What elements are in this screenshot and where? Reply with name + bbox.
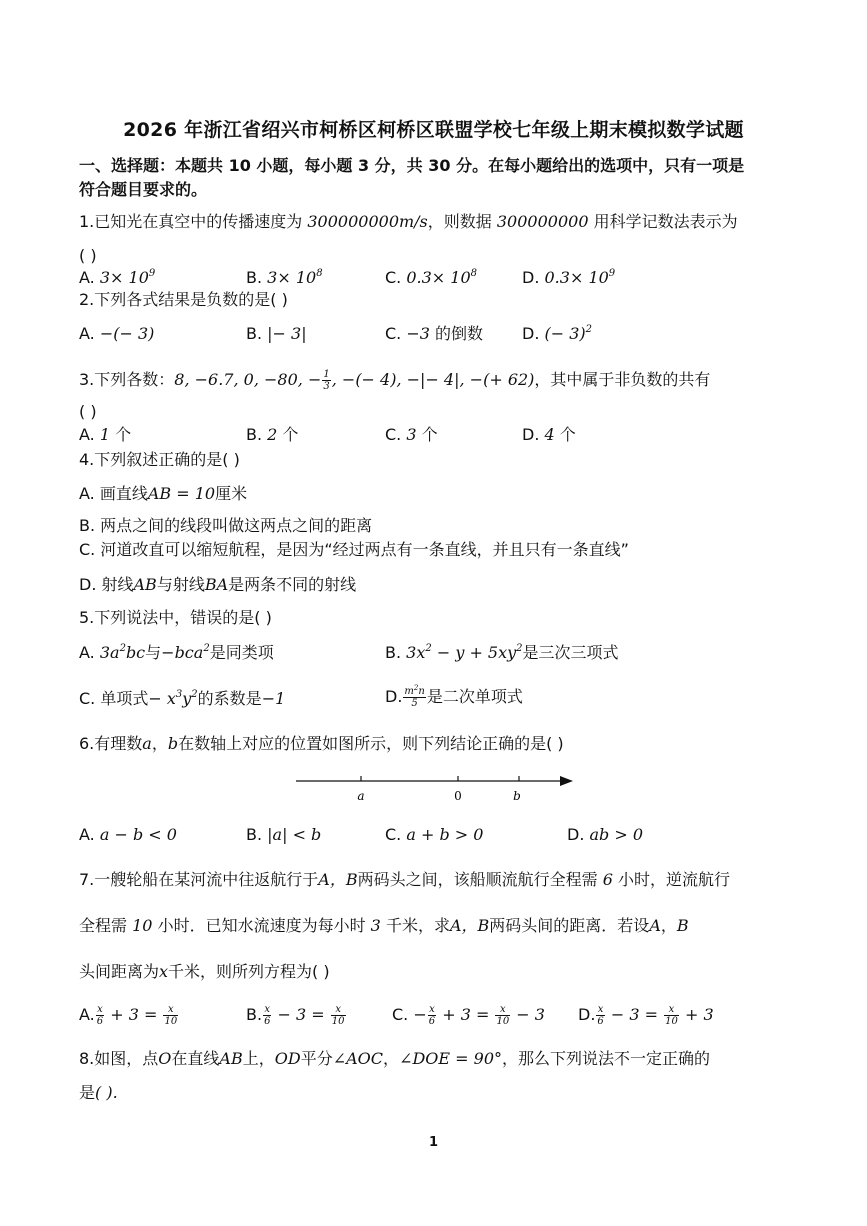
q5-option-d: D. $\frac{m^2n}{5}$ 是二次单项式: [385, 684, 523, 709]
q5-option-c: C. 单项式− $x^3y^2$的系数是−1: [79, 689, 286, 708]
q4-option-c: C. 河道改直可以缩短航程，是因为“经过两点有一条直线，并且只有一条直线”: [79, 540, 629, 559]
q1-stem-a: 1.已知光在真空中的传播速度为: [79, 212, 303, 231]
axis-label-zero: 0: [454, 789, 462, 803]
q4-stem: 4.下列叙述正确的是( ): [79, 450, 240, 469]
q5-stem: 5.下列说法中，错误的是( ): [79, 608, 272, 627]
q3-fraction: $\frac{1}{3}$: [323, 369, 330, 392]
q3-paren: ( ): [79, 402, 97, 421]
q7-line2: 全程需 10 小时．已知水流速度为每小时 3 千米，求A，B两码头间的距离．若设A，B: [79, 916, 689, 935]
q7-option-b: B. $\frac{x}{6}$ − 3 = $\frac{x}{10}$: [246, 1004, 345, 1027]
q5-option-b: B. $3x^2 - y + 5xy^2$是三次三项式: [385, 643, 619, 662]
q6-option-d: D. ab > 0: [567, 825, 644, 844]
q1-option-a: A. $3\times 10^9$: [79, 268, 156, 287]
q3-option-d: D. 4 个: [522, 425, 576, 444]
q1-speed: 300000000m/s: [307, 212, 428, 231]
section-heading-line1: 一、选择题：本题共 10 小题，每小题 3 分，共 30 分。在每小题给出的选项中，只有一项是: [79, 156, 745, 175]
q3-nums-b: , −(− 4), −|− 4|, −(+ 62): [331, 370, 535, 389]
q4-option-d: D. 射线AB与射线BA是两条不同的射线: [79, 575, 357, 594]
q7-line3: 头间距离为x千米，则所列方程为( ): [79, 962, 330, 981]
q7-line1: 7.一艘轮船在某河流中往返航行于A，B两码头之间，该船顺流航行全程需 6 小时，逆流航行: [79, 870, 731, 889]
q6-stem: 6.有理数a，b在数轴上对应的位置如图所示，则下列结论正确的是( ): [79, 734, 564, 753]
number-line-figure: [290, 770, 580, 806]
q1-stem-c: 用科学记数法表示为: [593, 212, 738, 231]
q2-option-b: B. |− 3|: [246, 324, 307, 343]
q3-stem-b: ，其中属于非负数的共有: [534, 370, 711, 389]
axis-arrow-icon: [560, 776, 573, 786]
page-number: 1: [428, 1135, 439, 1150]
q2-stem: 2.下列各式结果是负数的是( ): [79, 290, 288, 309]
q7-option-d: D. $\frac{x}{6}$ − 3 = $\frac{x}{10}$ + 3: [578, 1004, 714, 1027]
q3-option-a: A. 1 个: [79, 425, 132, 444]
q7-option-a: A. $\frac{x}{6}$ + 3 = $\frac{x}{10}$: [79, 1004, 178, 1027]
q3-nums-a: 8, −6.7, 0, −80, −: [174, 370, 322, 389]
q1-option-c: C. $0.3\times 10^8$: [385, 268, 478, 287]
q1-option-b: B. $3\times 10^8$: [246, 268, 323, 287]
q1-stem-b: ，则数据: [427, 212, 492, 231]
page-title: 2026 年浙江省绍兴市柯桥区柯桥区联盟学校七年级上期末模拟数学试题: [123, 119, 744, 141]
q2-option-c: C. −3 的倒数: [385, 324, 484, 343]
section-heading-line2: 符合题目要求的。: [79, 180, 208, 199]
q5-d-fraction: $\frac{m^2n}{5}$: [404, 684, 425, 709]
q8-line1: 8.如图，点O在直线AB上，OD平分∠AOC，∠DOE = 90°，那么下列说法不一定正确的: [79, 1049, 711, 1068]
q1-stem: [79, 212, 738, 232]
q3-stem-a: 3.下列各数：: [79, 370, 175, 389]
q7-option-c: C. − $\frac{x}{6}$ + 3 = $\frac{x}{10}$ − 3: [392, 1004, 545, 1027]
q5-option-a: A. $3a^2bc$与−bca$^2$是同类项: [79, 643, 274, 662]
q6-option-b: B. |a| < b: [246, 825, 322, 844]
q1-paren: ( ): [79, 246, 97, 265]
axis-label-a: a: [357, 789, 365, 803]
q2-option-d: D. (− 3)$^2$: [522, 324, 593, 343]
q3-stem: [79, 369, 710, 392]
q3-option-c: C. 3 个: [385, 425, 438, 444]
q3-option-b: B. 2 个: [246, 425, 299, 444]
q6-option-c: C. a + b > 0: [385, 825, 484, 844]
axis-label-b: b: [513, 789, 521, 803]
q4-option-b: B. 两点之间的线段叫做这两点之间的距离: [79, 516, 373, 535]
q6-option-a: A. a − b < 0: [79, 825, 177, 844]
q1-option-d: D. $0.3\times 10^9$: [522, 268, 616, 287]
q8-line2: 是( ).: [79, 1083, 118, 1102]
q2-option-a: A. −(− 3): [79, 324, 155, 343]
q1-number: 300000000: [496, 212, 589, 231]
q4-option-a: A. 画直线AB = 10厘米: [79, 484, 248, 503]
